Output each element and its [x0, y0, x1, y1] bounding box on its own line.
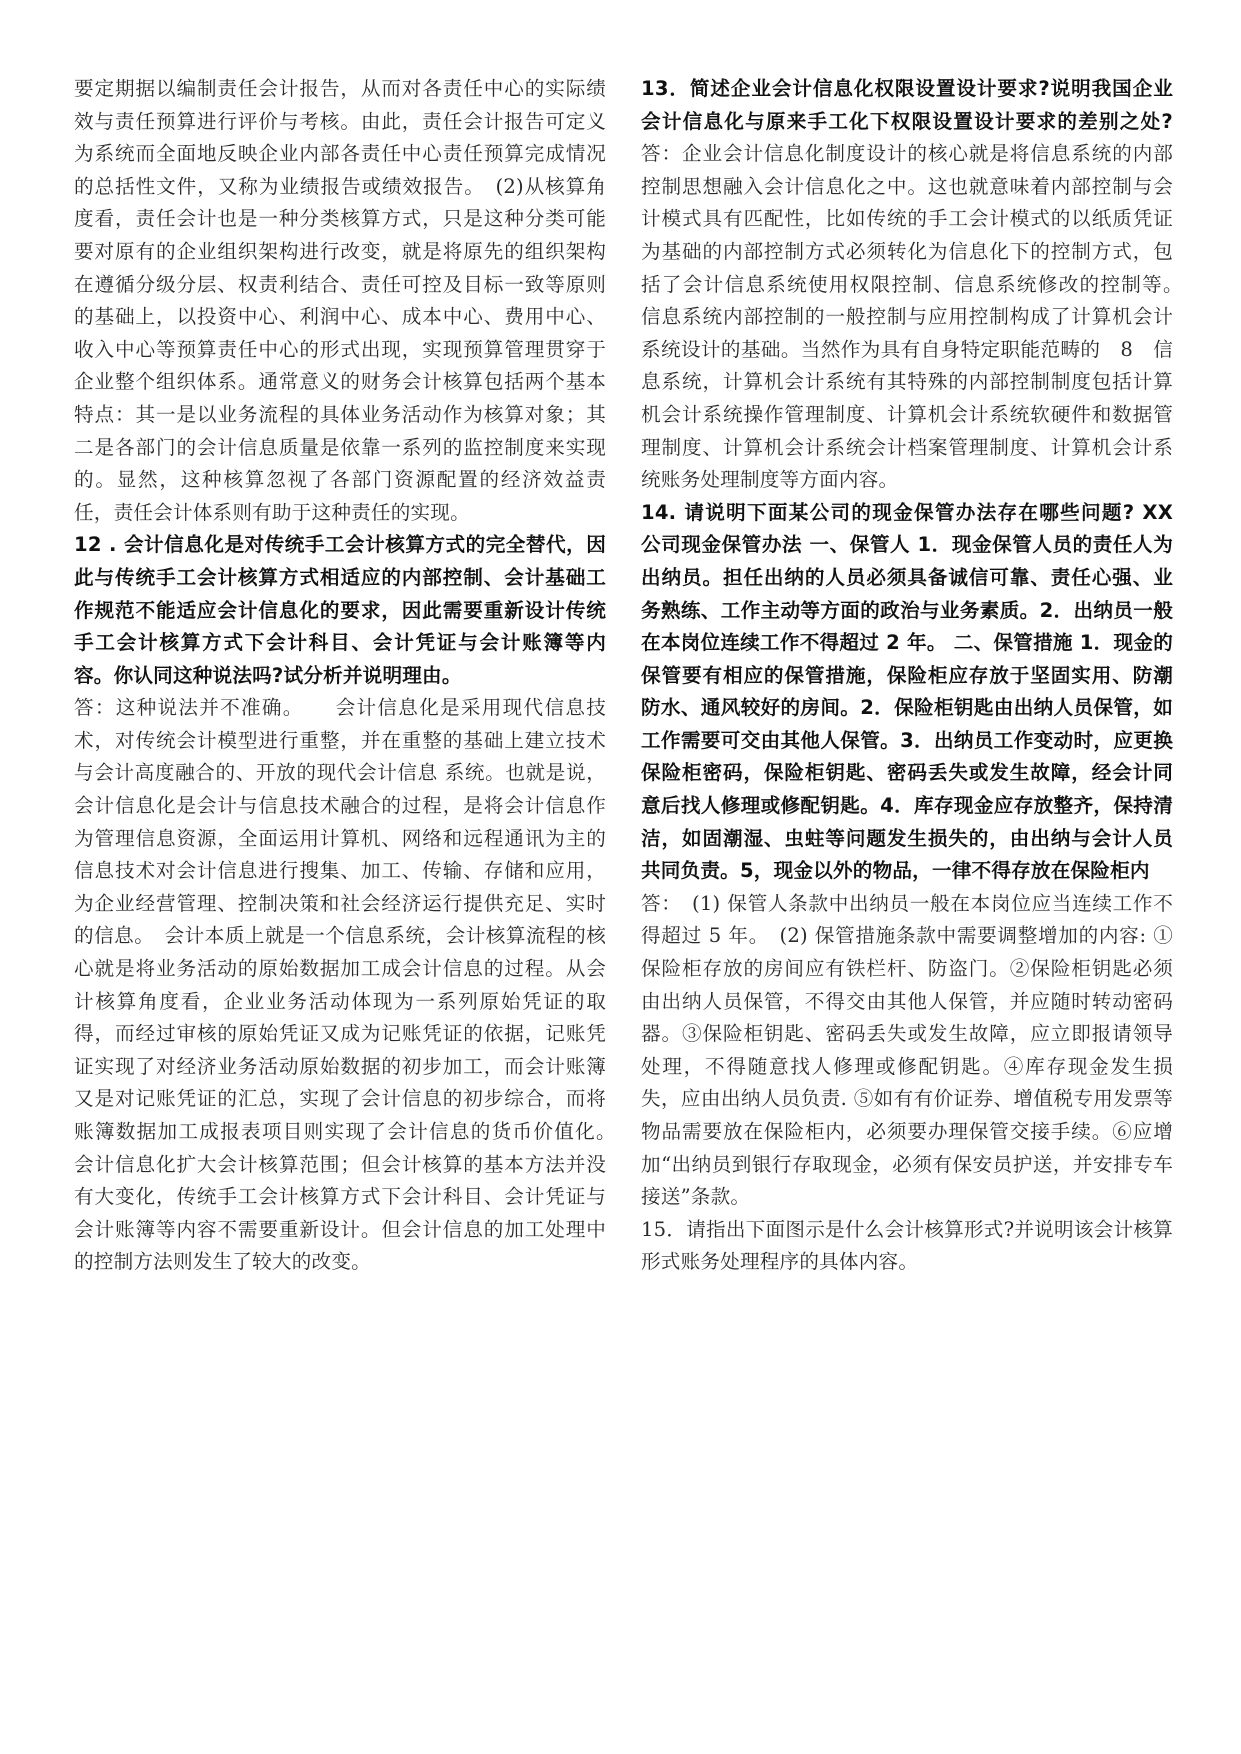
continued-answer-paragraph: 要定期据以编制责任会计报告，从而对各责任中心的实际绩效与责任预算进行评价与考核。由此，责任会计报告可定义为系统而全面地反映企业内部各责任中心责任预算完成情况的总括性文件，又称为业绩报告或绩效报告。 (2)从核算角度看，责任会计也是一种分类核算方式，只是这种分类可能要对原有的企业组织架构进行改变，就是将原先的组织架构在遵循分级分层、权责利结合、责任可控及目标一致等原则的基础上，以投资中心、利润中心、成本中心、费用中心、收入中心等预算责任中心的形式出现，实现预算管理贯穿于企业整个组织体系。通常意义的财务会计核算包括两个基本特点：其一是以业务流程的具体业务活动作为核算对象；其二是各部门的会计信息质量是依靠一系列的监控制度来实现的。显然，这种核算忽视了各部门资源配置的经济效益责任，责任会计体系则有助于这种责任的实现。 — [74, 77, 606, 524]
left-column — [74, 73, 626, 1279]
question-13: 13．简述企业会计信息化权限设置设计要求?说明我国企业会计信息化与原来手工化下权限设置设计要求的差别之处? — [641, 77, 1173, 133]
question-14: 14. 请说明下面某公司的现金保管办法存在哪些问题? XX 公司现金保管办法 一、保管人 1．现金保管人员的责任人为出纳员。担任出纳的人员必须具备诚信可靠、责任心强、业务熟练、工作主动等方面的政治与业务素质。2．出纳员一般在本岗位连续工作不得超过 2 年。 二、保管措施 1．现金的保管要有相应的保管措施，保险柜应存放于坚固实用、防潮防水、通风较好的房间。2．保险柜钥匙由出纳人员保管，如工作需要可交由其他人保管。3．出纳员工作变动时，应更换保险柜密码，保险柜钥匙、密码丢失或发生故障，经会计同意后找人修理或修配钥匙。4．库存现金应存放整齐，保持清洁，如固潮湿、虫蛀等问题发生损失的，由出纳与会计人员共同负责。5，现金以外的物品，一律不得存放在保险柜内 — [641, 500, 1173, 883]
answer-13: 答：企业会计信息化制度设计的核心就是将信息系统的内部控制思想融入会计信息化之中。这也就意味着内部控制与会计模式具有匹配性，比如传统的手工会计模式的以纸质凭证为基础的内部控制方式必须转化为信息化下的控制方式，包括了会计信息系统使用权限控制、信息系统修改的控制等。 信息系统内部控制的一般控制与应用控制构成了计算机会计系统设计的基础。当然作为具有自身特定职能范畴的 8 信息系统，计算机会计系统有其特殊的内部控制制度包括计算机会计系统操作管理制度、计算机会计系统软硬件和数据管理制度、计算机会计系统会计档案管理制度、计算机会计系统账务处理制度等方面内容。 — [641, 142, 1193, 492]
answer-12: 答：这种说法并不准确。 会计信息化是采用现代信息技术，对传统会计模型进行重整，并在重整的基础上建立技术与会计高度融合的、开放的现代会计信息 系统。也就是说，会计信息化是会计与信息技术融合的过程，是将会计信息作为管理信息资源，全面运用计算机、网络和远程通讯为主的信息技术对会计信息进行搜集、加工、传输、存储和应用，为企业经营管理、控制决策和社会经济运行提供充足、实时的信息。 会计本质上就是一个信息系统，会计核算流程的核心就是将业务活动的原始数据加工成会计信息的过程。从会计核算角度看，企业业务活动体现为一系列原始凭证的取得，而经过审核的原始凭证又成为记账凭证的依据，记账凭证实现了对经济业务活动原始数据的初步加工，而会计账簿又是对记账凭证的汇总，实现了会计信息的初步综合，而将账簿数据加工成报表项目则实现了会计信息的货币价值化。 会计信息化扩大会计核算范围；但会计核算的基本方法并没有大变化，传统手工会计核算方式下会计科目、会计凭证与会计账簿等内容不需要重新设计。但会计信息的加工处理中的控制方法则发生了较大的改变。 — [74, 696, 626, 1274]
question-15: 15．请指出下面图示是什么会计核算形式?并说明该会计核算形式账务处理程序的具体内容。 — [641, 1217, 1173, 1274]
question-12: 12 . 会计信息化是对传统手工会计核算方式的完全替代，因此与传统手工会计核算方式相适应的内部控制、会计基础工作规范不能适应会计信息化的要求，因此需要重新设计传统手工会计核算方式下会计科目、会计凭证与会计账簿等内容。你认同这种说法吗?试分析并说明理由。 — [74, 533, 606, 687]
right-column — [641, 73, 1193, 1279]
answer-14: 答： (1) 保管人条款中出纳员一般在本岗位应当连续工作不得超过 5 年。 (2) 保管措施条款中需要调整增加的内容: ①保险柜存放的房间应有铁栏杆、防盗门。②保险柜钥匙必须由出纳人员保管，不得交由其他人保管，并应随时转动密码器。③保险柜钥匙、密码丢失或发生故障，应立即报请领导处理，不得随意找人修理或修配钥匙。④库存现金发生损失，应由出纳人员负责. ⑤如有有价证券、增值税专用发票等物品需要放在保险柜内，必须要办理保管交接手续。⑥应增加“出纳员到银行存取现金，必须有保安员护送，并安排专车接送”条款。 — [641, 891, 1173, 1209]
question-answer-13 — [641, 73, 1193, 497]
